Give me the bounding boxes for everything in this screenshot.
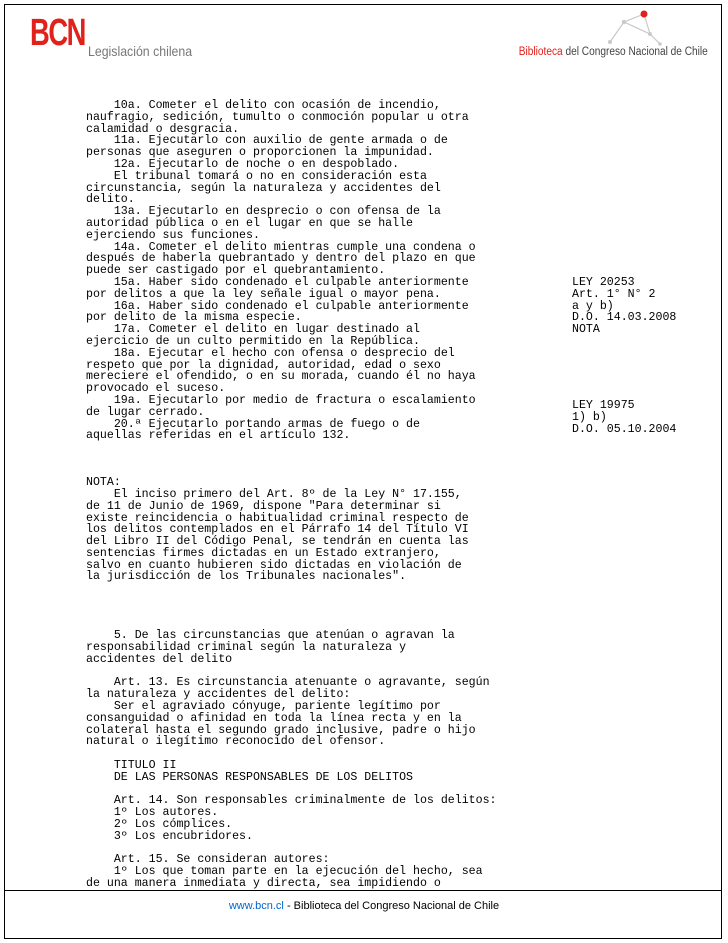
text-line: El inciso primero del Art. 8º de la Ley N° 17.155,: [86, 487, 462, 501]
margin-note-line: LEY 19975: [572, 399, 635, 412]
library-name-prefix: Biblioteca: [518, 46, 563, 58]
text-line: de 11 de Junio de 1969, dispone "Para determinar si: [86, 499, 441, 513]
text-line: consanguidad o afinidad en toda la línea recta y en la: [86, 711, 462, 725]
text-line: después de haberla quebrantado y dentro del plazo en que: [86, 252, 476, 266]
nota-block: [86, 477, 497, 583]
text-line: DE LAS PERSONAS RESPONSABLES DE LOS DELITOS: [86, 770, 413, 784]
margin-note-line: D.O. 05.10.2004: [572, 422, 677, 436]
text-line: natural o ilegítimo reconocido del ofensor.: [86, 735, 386, 749]
text-line: provocado el suceso.: [86, 382, 226, 396]
library-name: [519, 46, 708, 58]
text-line: 2º Los cómplices.: [86, 818, 233, 832]
text-line: aquellas referidas en el artículo 132.: [86, 429, 351, 443]
text-line: salvo en cuanto hubieren sido dictadas en violación de: [86, 558, 462, 572]
text-line: NOTA:: [86, 476, 121, 490]
margin-note-ley-19975: [572, 400, 676, 435]
document-body: [86, 100, 497, 890]
text-line: delito.: [86, 193, 135, 207]
text-line: Art. 15. Se consideran autores:: [86, 853, 330, 867]
text-line: Art. 13. Es circunstancia atenuante o agravante, según: [86, 676, 490, 690]
text-line: del Libro II del Código Penal, se tendrán en cuenta las: [86, 535, 469, 549]
text-line: colateral hasta el segundo grado inclusive, padre o hijo: [86, 723, 476, 737]
text-line: personas que aseguren o proporcionen la impunidad.: [86, 146, 434, 160]
text-line: 1º Los que toman parte en la ejecución del hecho, sea: [86, 865, 483, 879]
text-line: respeto que por la dignidad, autoridad, edad o sexo: [86, 358, 441, 372]
text-line: de una manera inmediata y directa, sea impidiendo o: [86, 877, 441, 891]
text-line: sentencias firmes dictadas en un Estado extranjero,: [86, 546, 441, 560]
text-line: 11a. Ejecutarlo con auxilio de gente armada o de: [86, 134, 448, 148]
text-line: 14a. Cometer el delito mientras cumple una condena o: [86, 240, 476, 254]
text-line: por delitos a que la ley señale igual o mayor pena.: [86, 287, 441, 301]
page-footer: [0, 900, 728, 912]
text-line: mereciere el ofendido, o en su morada, cuando él no haya: [86, 370, 476, 384]
text-line: la jurisdicción de los Tribunales nacionales".: [86, 570, 407, 584]
margin-note-line: 1) b): [572, 410, 607, 424]
footer-text: - Biblioteca del Congreso Nacional de Chile: [283, 900, 500, 912]
text-line: TITULO II: [86, 759, 177, 773]
margin-note-line: D.O. 14.03.2008: [572, 311, 677, 325]
margin-note-ley-20253: [572, 277, 676, 336]
library-name-rest: del Congreso Nacional de Chile: [562, 46, 708, 58]
text-line: por delito de la misma especie.: [86, 311, 302, 325]
text-line: accidentes del delito: [86, 652, 233, 666]
text-line: 20.ª Ejecutarlo portando armas de fuego o de: [86, 417, 420, 431]
text-line: 5. De las circunstancias que atenúan o agravan la: [86, 629, 455, 643]
margin-note-line: NOTA: [572, 323, 600, 337]
text-line: los delitos contemplados en el Párrafo 14 del Título VI: [86, 523, 469, 537]
text-line: autoridad pública o en el lugar en que se halle: [86, 216, 413, 230]
text-line: ejercicio de un culto permitido en la República.: [86, 334, 420, 348]
bcn-website-link[interactable]: www.bcn.cl: [228, 900, 284, 912]
text-line: circunstancia, según la naturaleza y accidentes del: [86, 181, 441, 195]
text-line: responsabilidad criminal según la naturaleza y: [86, 641, 407, 655]
text-line: 10a. Cometer el delito con ocasión de incendio,: [86, 99, 441, 112]
text-line: Ser el agraviado cónyuge, pariente legítimo por: [86, 700, 441, 714]
text-line: existe reincidencia o habitualidad criminal respecto de: [86, 511, 469, 525]
margin-note-line: Art. 1° N° 2: [572, 287, 656, 301]
text-line: 17a. Cometer el delito en lugar destinado al: [86, 323, 420, 337]
text-line: 18a. Ejecutar el hecho con ofensa o desprecio del: [86, 346, 455, 360]
text-line: ejerciendo sus funciones.: [86, 228, 260, 242]
text-line: puede ser castigado por el quebrantamiento.: [86, 264, 386, 278]
paragraph-block-3: [86, 630, 497, 890]
text-line: 3º Los encubridores.: [86, 829, 253, 843]
text-line: 15a. Haber sido condenado el culpable anteriormente: [86, 275, 469, 289]
text-line: El tribunal tomará o no en consideración esta: [86, 169, 427, 183]
text-line: 16a. Haber sido condenado el culpable anteriormente: [86, 299, 469, 313]
text-line: de lugar cerrado.: [86, 405, 205, 419]
text-line: 12a. Ejecutarlo de noche o en despoblado.: [86, 157, 400, 171]
margin-note-line: a y b): [572, 299, 614, 313]
page-header: [0, 0, 728, 80]
constellation-logo-icon: [602, 8, 662, 48]
text-line: 1º Los autores.: [86, 806, 219, 820]
text-line: la naturaleza y accidentes del delito:: [86, 688, 351, 702]
margin-note-line: LEY 20253: [572, 276, 635, 289]
bcn-logo-text: BCN: [30, 12, 85, 54]
text-line: calamidad o desgracia.: [86, 122, 240, 136]
paragraph-block-1: [86, 100, 497, 442]
text-line: Art. 14. Son responsables criminalmente de los delitos:: [86, 794, 497, 808]
text-line: naufragio, sedición, tumulto o conmoción popular u otra: [86, 110, 469, 124]
text-line: 13a. Ejecutarlo en desprecio o con ofensa de la: [86, 205, 441, 219]
text-line: 19a. Ejecutarlo por medio de fractura o escalamiento: [86, 393, 476, 407]
bcn-logo-subtitle: Legislación chilena: [88, 43, 193, 59]
footer-divider: [4, 890, 722, 891]
